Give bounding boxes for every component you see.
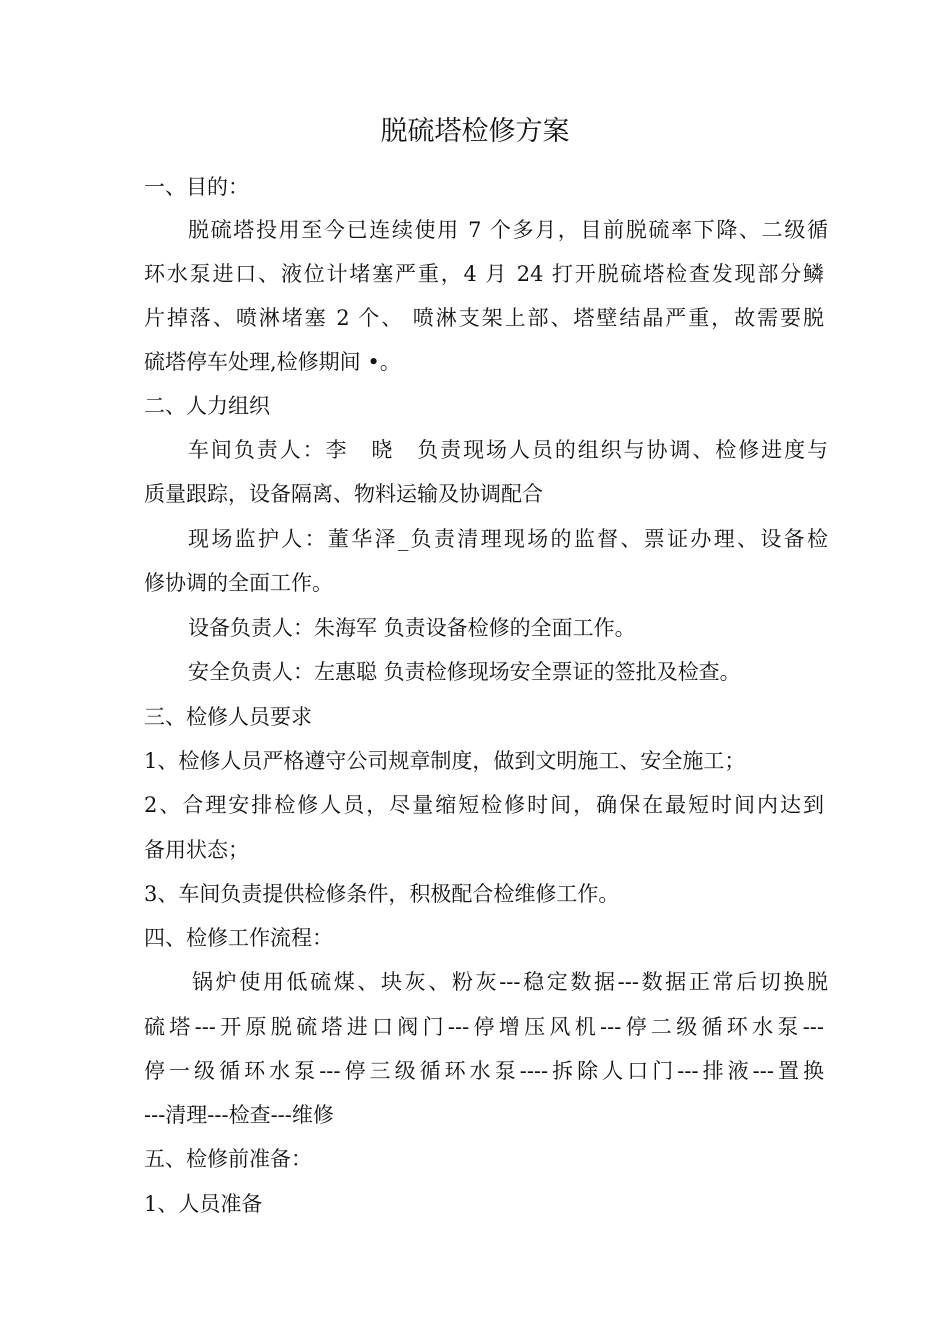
workflow-line: ---清理---检查---维修: [144, 1103, 334, 1127]
paragraph-line: 环水泵进口、液位计堵塞严重，4 月 24 打开脱硫塔检查发现部分鳞: [144, 262, 824, 286]
section-heading-requirements: 三、检修人员要求: [144, 705, 312, 729]
workshop-lead-line: 质量跟踪，设备隔离、物料运输及协调配合: [144, 482, 543, 506]
equipment-lead-line: 设备负责人：朱海军 负责设备检修的全面工作。: [188, 616, 636, 640]
section-heading-preparation: 五、检修前准备：: [144, 1147, 312, 1171]
paragraph-line: 片掉落、喷淋堵塞 2 个、 喷淋支架上部、塔壁结晶严重，故需要脱: [144, 306, 824, 330]
preparation-item: 1、人员准备: [144, 1192, 263, 1216]
section-heading-workflow: 四、检修工作流程：: [144, 926, 333, 950]
requirement-item: 3、车间负责提供检修条件，积极配合检维修工作。: [144, 882, 620, 906]
site-supervisor-line: 修协调的全面工作。: [144, 571, 333, 595]
workflow-line: 硫塔---开原脱硫塔进口阀门---停增压风机---停二级循环水泵---: [144, 1015, 824, 1039]
section-heading-purpose: 一、目的：: [144, 175, 249, 199]
workflow-line: 锅炉使用低硫煤、块灰、粉灰---稳定数据---数据正常后切换脱: [192, 970, 828, 994]
safety-lead-line: 安全负责人：左惠聪 负责检修现场安全票证的签批及检查。: [188, 660, 741, 684]
document-title: 脱硫塔检修方案: [380, 116, 570, 147]
paragraph-line: 脱硫塔投用至今已连续使用 7 个多月，目前脱硫率下降、二级循: [188, 218, 828, 242]
workshop-lead-line: 车间负责人：李 晓 负责现场人员的组织与协调、检修进度与: [188, 438, 828, 462]
site-supervisor-line: 现场监护人：董华泽_负责清理现场的监督、票证办理、设备检: [188, 527, 828, 551]
requirement-item: 1、检修人员严格遵守公司规章制度，做到文明施工、安全施工；: [144, 749, 746, 773]
section-heading-staffing: 二、人力组织: [144, 394, 270, 418]
requirement-item: 2、合理安排检修人员，尽量缩短检修时间，确保在最短时间内达到: [144, 793, 824, 817]
paragraph-line: 硫塔停车处理,检修期间 •。: [144, 350, 401, 374]
requirement-item: 备用状态；: [144, 838, 249, 862]
workflow-line: 停一级循环水泵---停三级循环水泵----拆除人口门---排液---置换: [144, 1059, 824, 1083]
